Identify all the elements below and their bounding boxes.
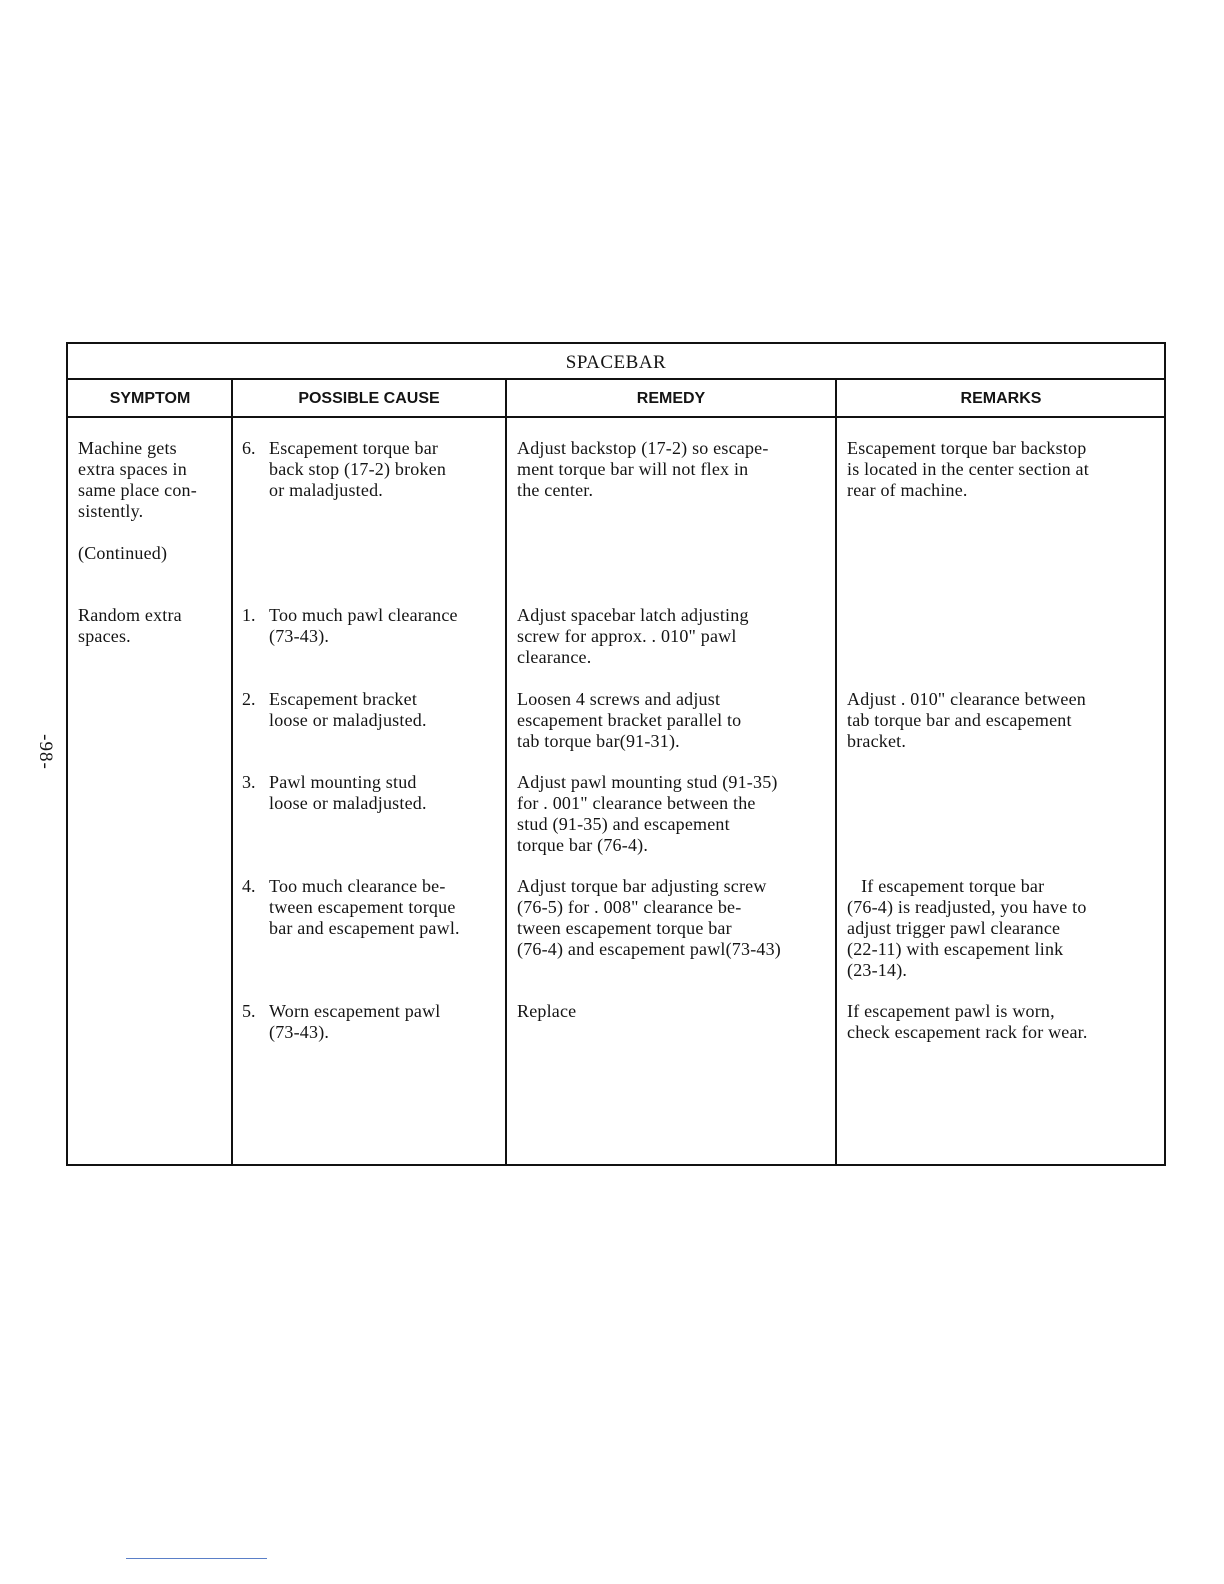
- table-title: SPACEBAR: [68, 344, 1164, 380]
- remarks-cell: Adjust . 010" clearance between tab torque bar and escapement bracket.: [847, 689, 1086, 751]
- remedy-cell: Adjust backstop (17-2) so escape- ment torque bar will not flex in the center.: [517, 438, 769, 500]
- remarks-cell: If escapement pawl is worn, check escapement rack for wear.: [847, 1001, 1088, 1042]
- page-number: -98-: [35, 734, 56, 770]
- remarks-cell: If escapement torque bar (76-4) is readjusted, you have to adjust trigger pawl clearance (22-11) with escapement link (23-14).: [847, 876, 1087, 980]
- symptom-cell: Machine gets extra spaces in same place con- sistently. (Continued): [78, 438, 197, 563]
- cause-cell: Pawl mounting stud loose or maladjusted.: [269, 772, 427, 813]
- remarks-cell: Escapement torque bar backstop is located in the center section at rear of machine.: [847, 438, 1089, 500]
- column-divider: [231, 380, 233, 1164]
- cause-number: 1.: [242, 605, 256, 625]
- cause-number: 2.: [242, 689, 256, 709]
- header-remedy: REMEDY: [636, 390, 706, 407]
- cause-number: 5.: [242, 1001, 256, 1021]
- cause-number: 3.: [242, 772, 256, 792]
- cause-cell: Too much clearance be- tween escapement torque bar and escapement pawl.: [269, 876, 460, 938]
- remedy-cell: Loosen 4 screws and adjust escapement bracket parallel to tab torque bar(91-31).: [517, 689, 742, 751]
- cause-cell: Worn escapement pawl (73-43).: [269, 1001, 441, 1042]
- remedy-cell: Adjust spacebar latch adjusting screw for approx. . 010" pawl clearance.: [517, 605, 749, 667]
- troubleshooting-table: [66, 342, 1166, 1166]
- header-symptom: SYMPTOM: [109, 390, 191, 407]
- remedy-cell: Adjust pawl mounting stud (91-35) for . 001" clearance between the stud (91-35) and escapement torque bar (76-4).: [517, 772, 778, 855]
- footer-rule: [126, 1558, 267, 1559]
- cause-cell: Escapement torque bar back stop (17-2) broken or maladjusted.: [269, 438, 447, 500]
- column-divider: [505, 380, 507, 1164]
- cause-cell: Too much pawl clearance (73-43).: [269, 605, 458, 646]
- symptom-cell: Random extra spaces.: [78, 605, 182, 646]
- header-remarks: REMARKS: [960, 390, 1042, 407]
- header-possible-cause: POSSIBLE CAUSE: [298, 390, 440, 407]
- cause-cell: Escapement bracket loose or maladjusted.: [269, 689, 427, 730]
- remedy-cell: Adjust torque bar adjusting screw (76-5) for . 008" clearance be- tween escapement torque bar (76-4) and escapement pawl(73-43): [517, 876, 781, 959]
- cause-number: 4.: [242, 876, 256, 896]
- remedy-cell: Replace: [517, 1001, 577, 1021]
- cause-number: 6.: [242, 438, 256, 458]
- column-divider: [835, 380, 837, 1164]
